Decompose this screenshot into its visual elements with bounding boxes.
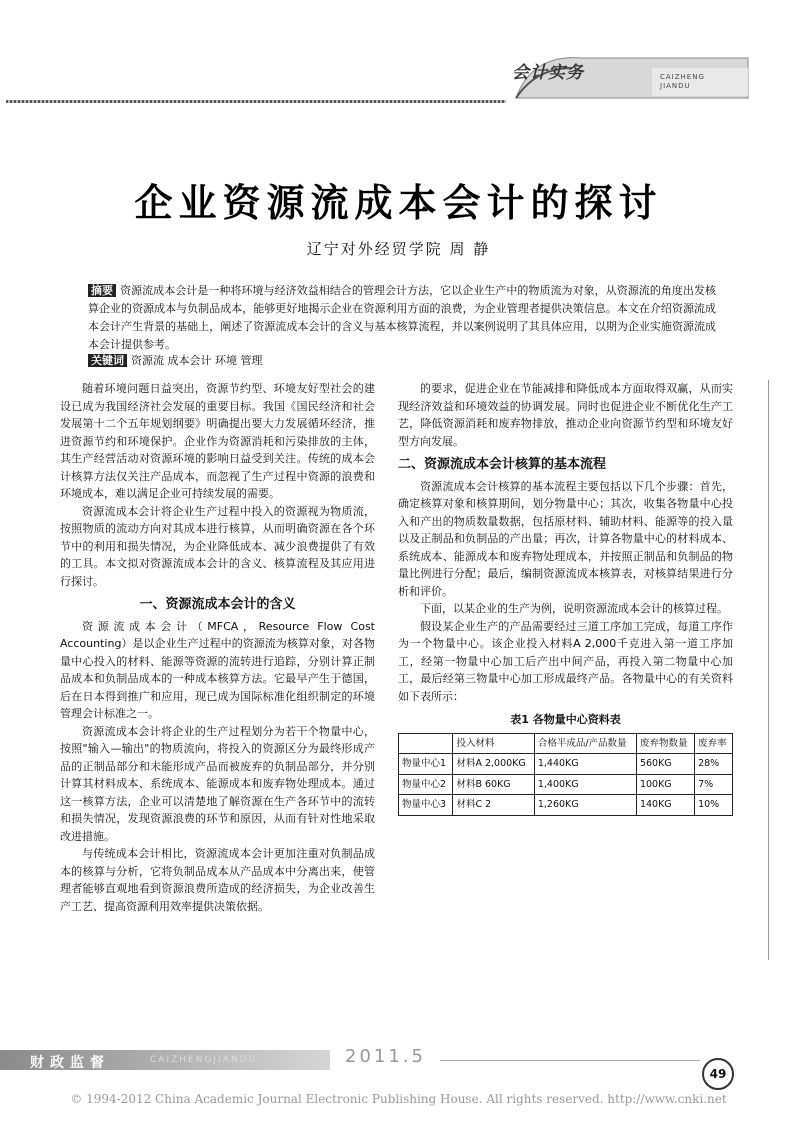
table-cell: 140KG (636, 795, 694, 816)
table-cell: 1,260KG (534, 795, 636, 816)
journal-name: 财政监督 (30, 1055, 110, 1071)
issue-number: 2011.5 (345, 1046, 426, 1067)
table-cell: 100KG (636, 774, 694, 795)
table-cell: 物量中心2 (399, 774, 453, 795)
table-cell: 28% (695, 754, 733, 775)
table-header-cell (399, 733, 453, 754)
column-pinyin-line-2: JIANDU (660, 82, 691, 90)
page-number: 49 (702, 1058, 734, 1090)
section-heading-2: 二、资源流成本会计核算的基本流程 (398, 457, 607, 472)
table-header-cell: 废弃物数量 (636, 733, 694, 754)
table-row (399, 774, 733, 795)
paragraph: 资源流成本会计核算的基本流程主要包括以下几个步骤：首先，确定核算对象和核算期间，划分物量中心；其次，收集各物量中心投入和产出的物质数量数据，包括原材料、辅助材料、能源等的投入量以及正制品和负制品的产出量；再次，计算各物量中心的材料成本、系统成本、能源成本和废弃物处理成本，并按照正制品和负制品的物量比例进行分配；最后，编制资源流成本核算表，对核算结果进行分析和评价。 (398, 479, 733, 598)
column-pinyin (660, 73, 705, 91)
paragraph: 下面，以某企业的生产为例，说明资源流成本会计的核算过程。 (420, 602, 728, 615)
table-header-cell: 废弃率 (695, 733, 733, 754)
table-header-cell: 合格半成品/产品数量 (534, 733, 636, 754)
column-pinyin-line-1: CAIZHENG (660, 73, 705, 81)
paragraph: 与传统成本会计相比，资源流成本会计更加注重对负制品成本的核算与分析，它将负制品成本从产品成本中分离出来，使管理者能够直观地看到资源浪费所造成的经济损失，为企业改善生产工艺、提高资源利用效率提供决策依据。 (60, 847, 375, 913)
paragraph: 资源流成本会计将企业的生产过程划分为若干个物量中心，按照"输入—输出"的物质流向，将投入的资源区分为最终形成产品的正制品部分和未能形成产品而被废弃的负制品部分，并分别计算其材料成本、系统成本、能源成本和废弃物处理成本。通过这一核算方法，企业可以清楚地了解资源在生产各环节中的流转和损失情况，发现资源浪费的环节和原因，从而有针对性地采取改进措施。 (60, 724, 375, 843)
abstract-text: 资源流成本会计是一种将环境与经济效益相结合的管理会计方法，它以企业生产中的物质流为对象，从资源流的角度出发核算企业的资源成本与负制品成本，能够更好地揭示企业在资源利用方面的浪费，为企业管理者提供决策信息。本文在介绍资源流成本会计产生背景的基础上，阐述了资源流成本会计的含义与基本核算流程，并以案例说明了其具体应用，以期为企业实施资源流成本会计提供参考。 (88, 284, 717, 351)
table-cell: 1,440KG (534, 754, 636, 775)
material-flow-table (398, 733, 733, 816)
paragraph: 资源流成本会计（MFCA，Resource Flow Cost Accounting）是以企业生产过程中的资源流为核算对象，对各物量中心投入的材料、能源等资源的流转进行追踪，分别计算正制品成本和负制品成本的一种成本核算方法。它最早产生于德国，后在日本得到推广和应用，现已成为国际标准化组织制定的环境管理会计标准之一。 (60, 619, 375, 720)
right-column (398, 380, 733, 816)
article-title: 企业资源流成本会计的探讨 (134, 181, 663, 225)
keywords-label: 关键词 (88, 354, 127, 367)
paragraph: 假设某企业生产的产品需要经过三道工序加工完成，每道工序作为一个物量中心。该企业投入材料A 2,000千克进入第一道工序加工，经第一物量中心加工后产出中间产品，再投入第二物量中心加工，最后经第三物量中心加工形成最终产品。各物量中心的有关资料如下表所示： (398, 619, 733, 703)
keywords-text: 资源流 成本会计 环境 管理 (131, 354, 263, 367)
left-column (60, 380, 375, 915)
table-cell: 材料B 60KG (453, 774, 534, 795)
paragraph: 资源流成本会计将企业生产过程中投入的资源视为物质流，按照物质的流动方向对其成本进行核算，从而明确资源在各个环节中的利用和损失情况，为企业降低成本、减少浪费提供了有效的工具。本文拟对资源流成本会计的含义、核算流程及其应用进行探讨。 (60, 504, 375, 588)
table-caption: 表1 各物量中心资料表 (510, 713, 621, 726)
table-cell: 560KG (636, 754, 694, 775)
table-cell: 7% (695, 774, 733, 795)
table-cell: 1,400KG (534, 774, 636, 795)
table-cell: 材料C 2 (453, 795, 534, 816)
abstract (88, 282, 716, 354)
footer-rule (440, 1060, 700, 1061)
abstract-label: 摘要 (88, 284, 116, 297)
table-cell: 物量中心1 (399, 754, 453, 775)
keywords (88, 352, 716, 370)
journal-pinyin: CAIZHENGJIANDU (150, 1055, 258, 1065)
table-row (399, 795, 733, 816)
paragraph: 的要求，促进企业在节能减排和降低成本方面取得双赢，从而实现经济效益和环境效益的协调发展。同时也促进企业不断优化生产工艺，降低资源消耗和废弃物排放，推动企业向资源节约型和环境友好型方向发展。 (398, 382, 733, 448)
table-cell: 材料A 2,000KG (453, 754, 534, 775)
table-cell: 10% (695, 795, 733, 816)
header-rule (6, 100, 506, 103)
table-header-cell: 投入材料 (453, 733, 534, 754)
article-author: 辽宁对外经贸学院 周 静 (306, 240, 491, 258)
table-header-row (399, 733, 733, 754)
column-name: 会计实务 (512, 63, 584, 83)
section-heading-1: 一、资源流成本会计的含义 (139, 597, 296, 612)
table-cell: 物量中心3 (399, 795, 453, 816)
table-row (399, 754, 733, 775)
copyright-notice: © 1994-2012 China Academic Journal Electronic Publishing House. All rights reserved. http://www.cnki.net (70, 1092, 727, 1106)
margin-rule (768, 380, 769, 960)
paragraph: 随着环境问题日益突出，资源节约型、环境友好型社会的建设已成为我国经济社会发展的重要目标。我国《国民经济和社会发展第十二个五年规划纲要》明确提出要大力发展循环经济，推进资源节约和环境保护。企业作为资源消耗和污染排放的主体，其生产经营活动对资源环境的影响日益受到关注。传统的成本会计核算方法仅关注产品成本，而忽视了生产过程中资源的浪费和环境成本，难以满足企业可持续发展的需要。 (60, 382, 375, 500)
